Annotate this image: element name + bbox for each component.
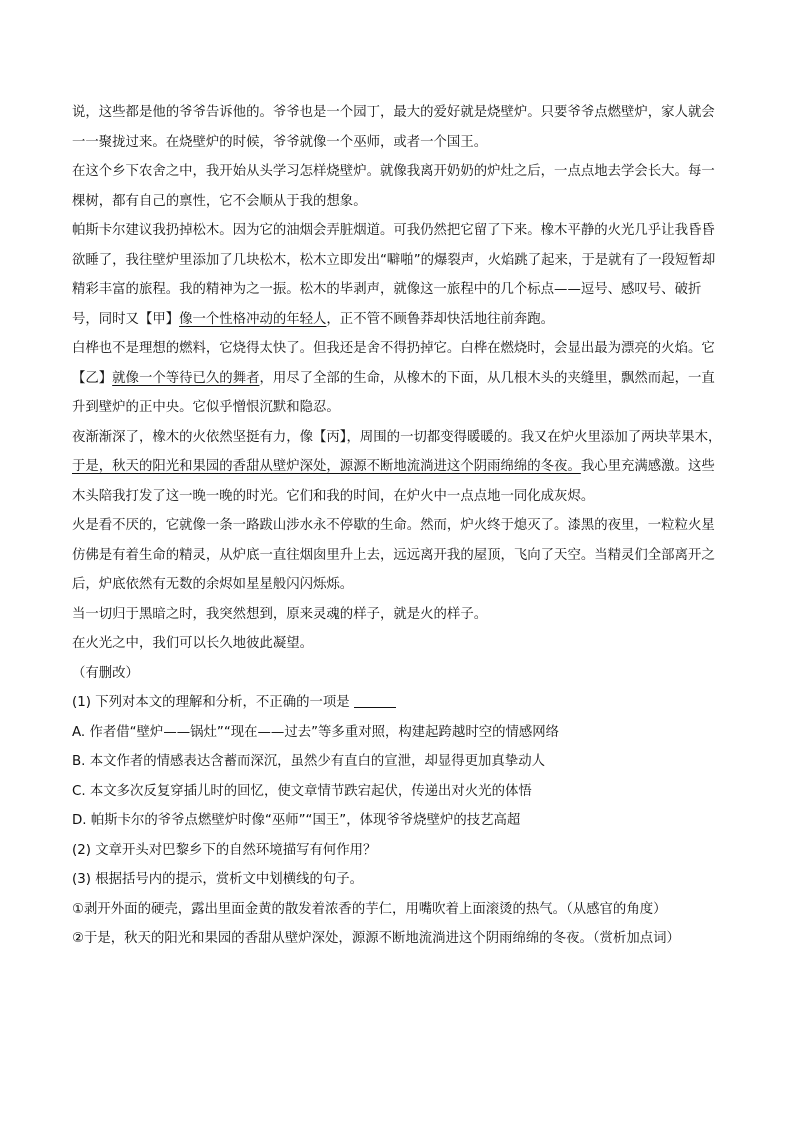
paragraph-4-text-b: ，用尽了全部的生命，从橡木的下面，从几根木头的夹缝里，飘然而起，一直升到壁炉的正中央。它似乎憎恨沉默和隐忍。 bbox=[72, 370, 715, 415]
question-1-text: (1) 下列对本文的理解和分析，不正确的一项是 bbox=[72, 695, 350, 710]
paragraph-2: 在这个乡下农舍之中，我开始从头学习怎样烧壁炉。就像我离开奶奶的炉灶之后，一点点地去学会长大。每一棵树，都有自己的禀性，它不会顺从于我的想象。 bbox=[72, 164, 715, 209]
option-c: C. 本文多次反复穿插儿时的回忆，使文章情节跌宕起伏，传递出对火光的体悟 bbox=[72, 783, 532, 799]
document-page bbox=[72, 98, 722, 954]
paragraph-8: 在火光之中，我们可以长久地彼此凝望。 bbox=[72, 636, 314, 651]
option-d: D. 帕斯卡尔的爷爷点燃壁炉时像“巫师”“国王”，体现爷爷烧壁炉的技艺高超 bbox=[72, 813, 521, 828]
underlined-sentence-bing: 于是，秋天的阳光和果园的香甜从壁炉深处，源源不断地流淌进这个阴雨绵绵的冬夜。 bbox=[72, 459, 581, 474]
underlined-sentence-yi: 就像一个等待已久的舞者 bbox=[112, 370, 260, 386]
paragraph-5-text-b: 我心里充满感激。这些木头陪我打发了这一晚一晚的时光。它们和我的时间，在炉火中一点点地一同化成灰烬。 bbox=[72, 459, 715, 504]
paragraph-3 bbox=[72, 216, 722, 334]
question-1 bbox=[72, 688, 722, 718]
question-3: (3) 根据括号内的提示，赏析文中划横线的句子。 bbox=[72, 872, 364, 887]
paragraph-1: 说，这些都是他的爷爷告诉他的。爷爷也是一个园丁，最大的爱好就是烧壁炉。只要爷爷点燃壁炉，家人就会一一聚拢过来。在烧壁炉的时候，爷爷就像一个巫师，或者一个国王。 bbox=[72, 105, 715, 150]
option-a: A. 作者借“壁炉——锅灶”“现在——过去”等多重对照，构建起跨越时空的情感网络 bbox=[72, 724, 560, 740]
answer-blank[interactable] bbox=[354, 693, 396, 708]
paragraph-7: 当一切归于黑暗之时，我突然想到，原来灵魂的样子，就是火的样子。 bbox=[72, 606, 488, 622]
source-note: （有删改） bbox=[72, 665, 139, 681]
question-3-item-1: ①剥开外面的硬壳，露出里面金黄的散发着浓香的芋仁，用嘴吹着上面滚烫的热气。（从感官的角度） bbox=[72, 901, 667, 917]
paragraph-4 bbox=[72, 334, 722, 423]
question-2: (2) 文章开头对巴黎乡下的自然环境描写有何作用？ bbox=[72, 842, 377, 858]
paragraph-4-text-a: 白桦也不是理想的燃料，它烧得太快了。但我还是舍不得扔掉它。白桦在燃烧时，会显出最为漂亮的火焰。它【乙】 bbox=[72, 341, 715, 386]
paragraph-5 bbox=[72, 423, 722, 512]
paragraph-3-text-a: 帕斯卡尔建议我扔掉松木。因为它的油烟会弄脏烟道。可我仍然把它留了下来。橡木平静的火光几乎让我昏昏欲睡了，我往壁炉里添加了几块松木，松木立即发出“噼啪”的爆裂声，火焰跳了起来，于是就有了一段短暂却精彩丰富的旅程。我的精神为之一振。松木的毕剥声，就像这一旅程中的几个标点——逗号、感叹号、破折号，同时又【甲】 bbox=[72, 223, 716, 327]
paragraph-6: 火是看不厌的，它就像一条一路跋山涉水永不停歇的生命。然而，炉火终于熄灭了。漆黑的夜里，一粒粒火星仿佛是有着生命的精灵，从炉底一直往烟囱里升上去，远远离开我的屋顶，飞向了天空。当精灵们全部离开之后，炉底依然有无数的余烬如星星般闪闪烁烁。 bbox=[72, 518, 715, 592]
paragraph-5-text-a: 夜渐渐深了，橡木的火依然坚挺有力，像【丙】，周围的一切都变得暖暖的。我又在炉火里添加了两块苹果木， bbox=[72, 429, 722, 445]
option-b: B. 本文作者的情感表达含蓄而深沉，虽然少有直白的宣泄，却显得更加真挚动人 bbox=[72, 754, 545, 769]
underlined-sentence-jia: 像一个性格冲动的年轻人 bbox=[179, 311, 327, 327]
paragraph-3-text-b: ，正不管不顾鲁莽却快活地往前奔跑。 bbox=[326, 311, 555, 327]
question-3-item-2: ②于是，秋天的阳光和果园的香甜从壁炉深处，源源不断地流淌进这个阴雨绵绵的冬夜。（赏析加点词） bbox=[72, 931, 680, 946]
